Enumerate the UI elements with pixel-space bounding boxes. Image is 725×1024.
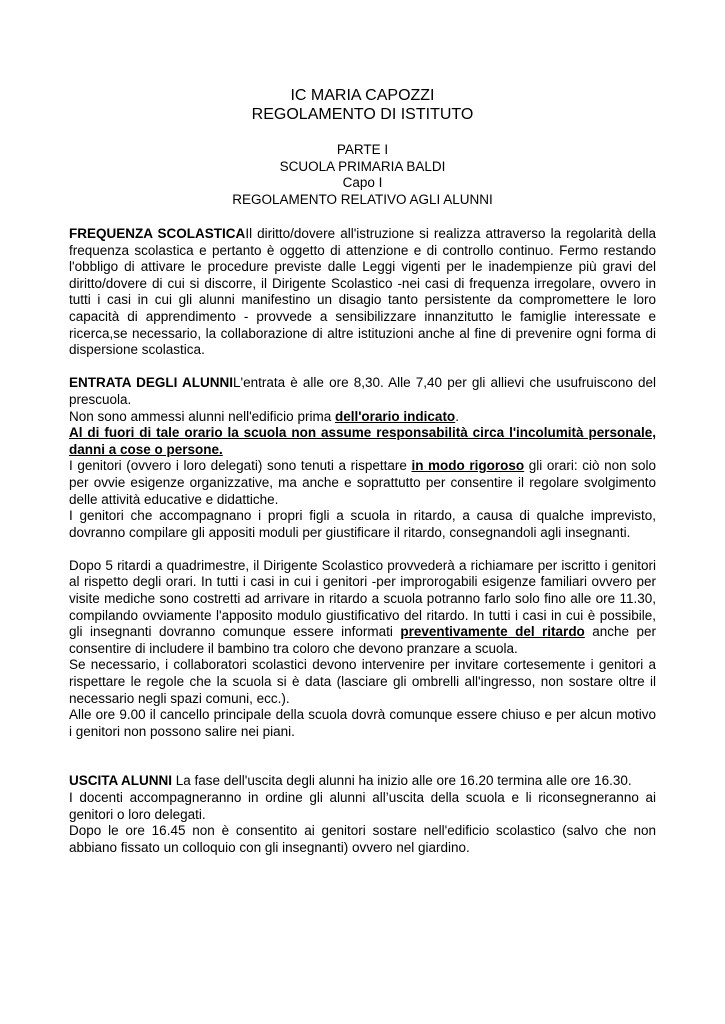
ritardo-paragraph: I genitori che accompagnano i propri figli a scuola in ritardo, a causa di qualche imprevisto, dovranno compilare gli appositi moduli per giustificare il ritardo, consegnandoli agli insegnanti. (69, 508, 656, 540)
warning-text: Al di fuori di tale orario la scuola non assume responsabilità circa l'incolumità personale, danni a cose o persone. (69, 425, 656, 457)
document-title: REGOLAMENTO DI ISTITUTO (251, 106, 474, 123)
modo-rigoroso: in modo rigoroso (411, 458, 525, 474)
frequenza-heading: FREQUENZA SCOLASTICA (69, 226, 246, 241)
part-label: PARTE I (336, 142, 389, 157)
ritardi-text: Dopo 5 ritardi a quadrimestre, il Dirigente Scolastico provvederà a richiamare per iscritto i genitori al rispetto degli orari. In tutti i casi in cui i genitori -per improrogabili esigenze familiari ovvero per visite mediche sono costretti ad arrivare in ritardo a scuola potranno farlo solo fino alle ore 11.30, compilando ovviamente l'apposito modulo giustificativo del ritardo. In tutti i casi in cui è possibile, gli insegnanti dovranno comunque essere informati (69, 557, 656, 640)
entrata-line2-end: . (455, 408, 459, 424)
entrata-line2-text: Non sono ammessi alunni nell'edificio prima (69, 408, 335, 424)
entrata-line2 (69, 409, 656, 426)
ritardi-text-end: anche per consentire di includere il bambino tra coloro che devono pranzare a scuola. (69, 624, 656, 656)
ritardi-paragraph (69, 558, 656, 658)
genitori-text-a: I genitori (ovvero i loro delegati) sono tenuti a rispettare (69, 458, 412, 474)
cancello-paragraph: Alle ore 9.00 il cancello principale della scuola dovrà comunque essere chiuso e per alcun motivo i genitori non possono salire nei piani. (69, 707, 656, 739)
orario-indicato: dell'orario indicato (334, 408, 456, 424)
sosta-paragraph: Dopo le ore 16.45 non è consentito ai genitori sostare nell'edificio scolastico (salvo che non abbiano fissato un colloquio con gli insegnanti) ovvero nel giardino. (69, 823, 656, 855)
school-label: SCUOLA PRIMARIA BALDI (279, 158, 446, 174)
entrata-heading: ENTRATA DEGLI ALUNNI (69, 375, 234, 391)
docenti-paragraph: I docenti accompagneranno in ordine gli alunni all’uscita della scuola e li riconsegneranno ai genitori o loro delegati. (69, 790, 656, 822)
document-body (69, 226, 656, 856)
responsibility-warning (69, 425, 656, 458)
frequenza-text: Il diritto/dovere all'istruzione si realizza attraverso la regolarità della frequenza scolastica e pertanto è oggetto di attenzione e di controllo continuo. Fermo restando l'obbligo di attivare le procedure previste dalle Leggi vigenti per le inadempienze più gravi del diritto/dovere di cui si discorre, il Dirigente Scolastico -nei casi di frequenza irregolare, ovvero in tutti i casi in cui gli alunni manifestino un disagio tanto persistente da compromettere le loro capacità di apprendimento - provvede a sensibilizzare innanzitutto le famiglie interessate e ricerca,se necessario, la collaborazione di altre istituzioni anche al fine di prevenire ogni forma di dispersione scolastica. (69, 226, 657, 358)
uscita-heading: USCITA ALUNNI (69, 773, 172, 789)
entrata-text: L'entrata è alle ore 8,30. Alle 7,40 per gli allievi che usufruiscono del prescuola. (69, 375, 656, 407)
genitori-paragraph (69, 458, 656, 508)
chapter-title: REGOLAMENTO RELATIVO AGLI ALUNNI (232, 191, 493, 207)
uscita-text: La fase dell'uscita degli alunni ha inizio alle ore 16.20 termina alle ore 16.30. (172, 773, 632, 789)
document-header (0, 86, 725, 208)
genitori-text-c: gli orari: ciò non solo per ovvie esigenze organizzative, ma anche e soprattutto per consentire il regolare svolgimento delle attività educative e didattiche. (69, 458, 656, 507)
school-name: IC MARIA CAPOZZI (290, 87, 435, 104)
entrata-paragraph (69, 375, 656, 408)
section-headings (0, 142, 725, 208)
preventivamente-ritardo: preventivamente del ritardo (400, 624, 585, 640)
uscita-paragraph (69, 773, 656, 790)
chapter-label: Capo I (342, 175, 383, 190)
collaboratori-paragraph: Se necessario, i collaboratori scolastici devono intervenire per invitare cortesemente i genitori a rispettare le regole che la scuola si è data (lasciare gli ombrelli all'ingresso, non sostare oltre il necessario negli spazi comuni, ecc.). (69, 657, 656, 706)
frequenza-paragraph (69, 226, 656, 359)
